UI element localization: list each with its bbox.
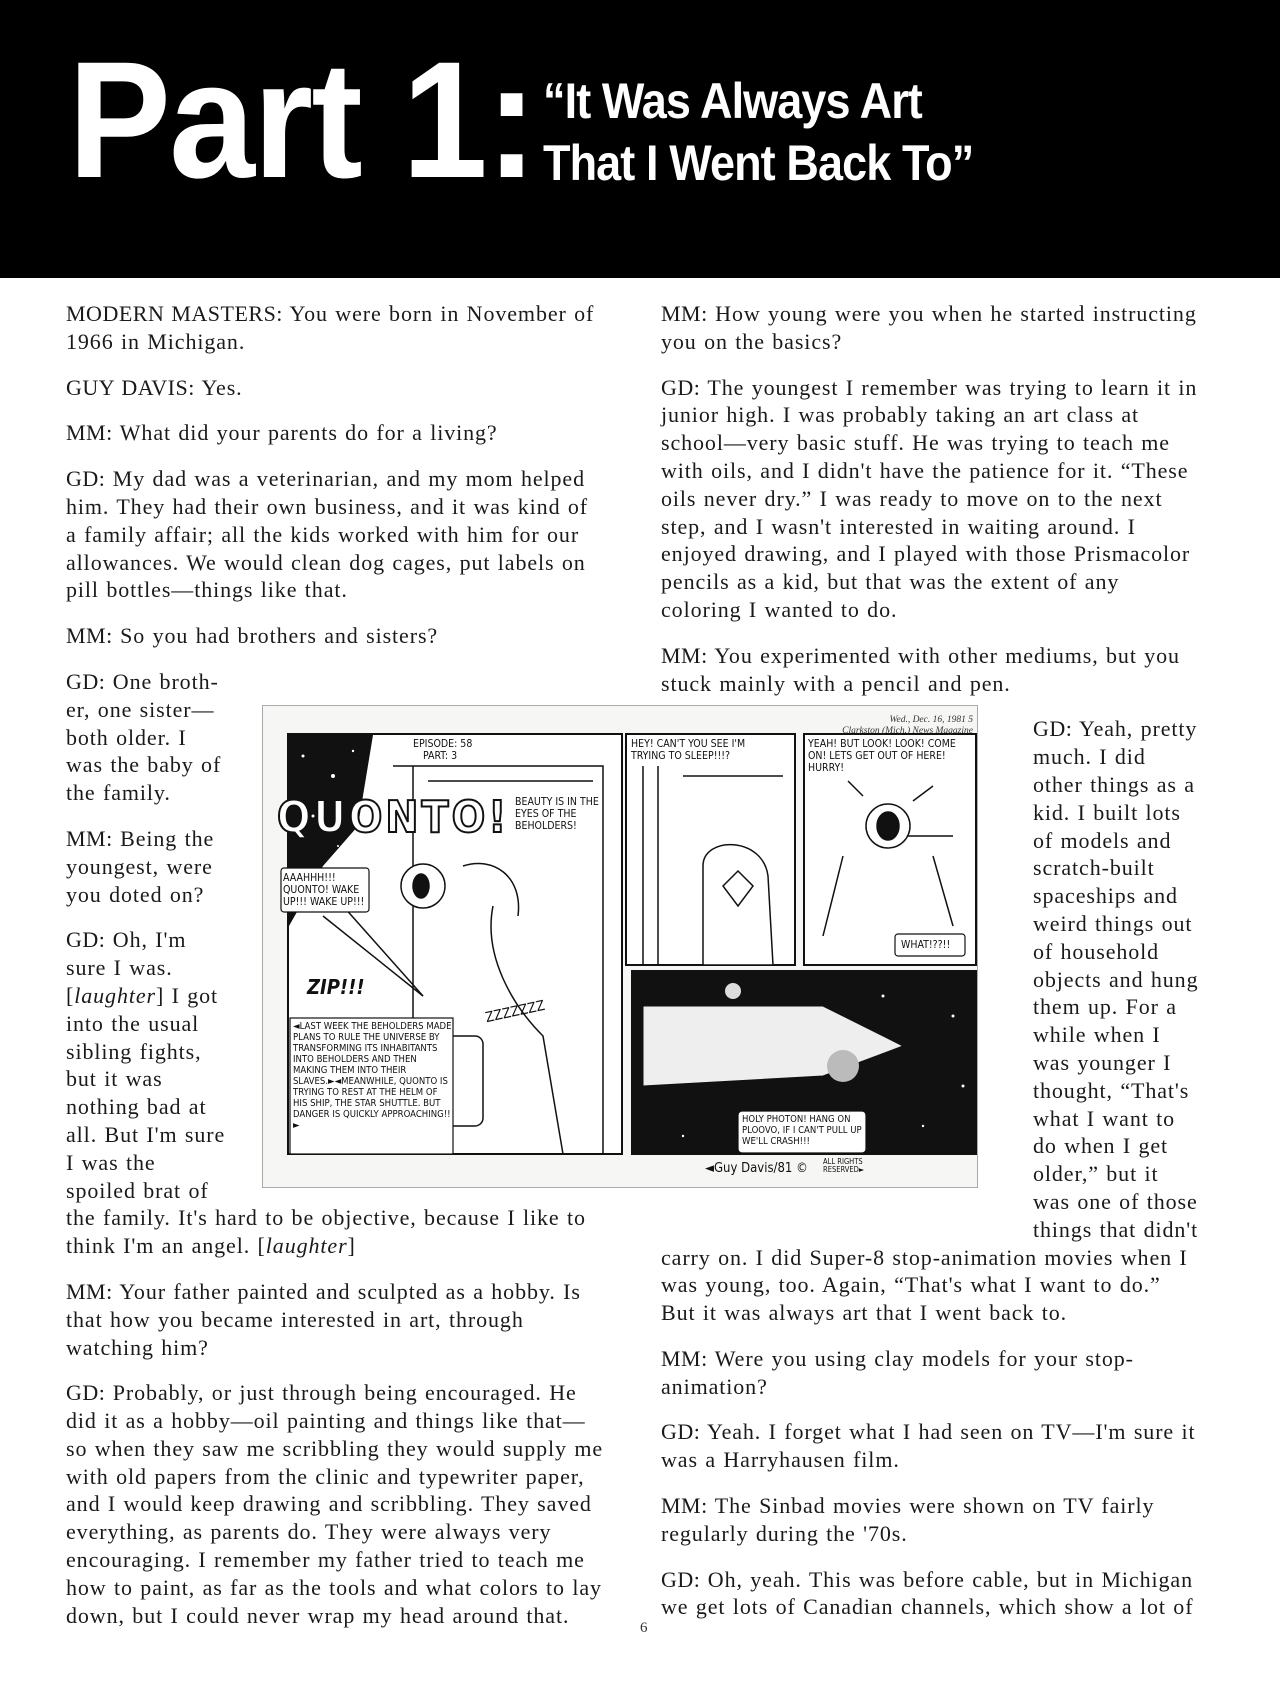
episode-label <box>413 738 472 762</box>
story-caption: ◄LAST WEEK THE BEHOLDERS MADE PLANS TO RULE THE UNIVERSE BY TRANSFORMING ITS INHABITANTS INTO BEHOLDERS AND THEN MAKING THEM INTO THEIR SLAVES.►◄MEANWHILE, QUONTO IS TRYING TO REST AT THE HELM OF HIS SHIP, THE STAR SHUTTLE. BUT DANGER IS QUICKLY APPROACHING!!► <box>293 1021 452 1131</box>
speaker-label: GD: <box>661 1566 701 1592</box>
part-label: Part 1: <box>68 28 536 213</box>
newspaper-dateline <box>823 715 973 737</box>
speaker-label: GD: <box>661 374 701 400</box>
quonto-logo: QUONTO! <box>277 792 510 843</box>
page-number: 6 <box>640 1620 648 1636</box>
paragraph-text: The Sinbad movies were shown on TV fairly regularly during the '70s. <box>661 1493 1155 1546</box>
yeah-balloon: YEAH! BUT LOOK! LOOK! COME ON! LETS GET OUT OF HERE! HURRY! <box>808 738 956 774</box>
paragraph-text: Oh, I'm sure I was. [laughter] I got into the usual sibling fights, but it was nothing bad at all. But I'm sure I was the spoiled brat of the family. It's hard to be objective, because I like to think I'm an angel. [laughter] <box>66 927 586 1259</box>
paragraph-text: Yes. <box>201 374 243 400</box>
paragraph-text: Yeah, pretty much. I did other things as a kid. I built lots of models and scratch-built spaceships and weird things out of household objects and hung them up. For a while when I was younger I thought, “That's what I want to do when I get older,” but it was one of those things that didn't carry on. I did Super-8 stop-animation movies when I was young, too. Again, “That's what I want to do.” But it was always art that I went back to. <box>661 716 1199 1326</box>
paragraph-text: Yeah. I forget what I had seen on TV—I'm sure it was a Harryhausen film. <box>661 1419 1196 1473</box>
interview-paragraph <box>661 374 1201 624</box>
rights-notice: ALL RIGHTS RESERVED► <box>823 1157 865 1174</box>
newspaper-name: Clarkston (Mich.) News Magazine <box>842 726 973 736</box>
chapter-title <box>543 70 973 194</box>
title-banner <box>0 0 1280 278</box>
paragraph-text: How young were you when he started instructing you on the basics? <box>661 301 1197 354</box>
speaker-label: GD: <box>66 1380 106 1406</box>
artist-credit: ◄Guy Davis/81 © <box>705 1161 808 1176</box>
episode-number: EPISODE: 58 <box>413 738 473 750</box>
zip-sound: ZIP!!! <box>307 975 365 999</box>
chapter-title-line-2: That I Went Back To” <box>543 135 974 191</box>
speaker-label: MM: <box>661 642 708 668</box>
interview-paragraph <box>66 419 604 447</box>
paragraph-text: My dad was a veterinarian, and my mom helped him. They had their own business, and it was kind of a family affair; all the kids worked with him for our allowances. We would clean dog cages, put labels on pill bottles—things like that. <box>66 466 589 603</box>
interview-paragraph <box>66 374 604 402</box>
paragraph-text: One brother, one sister—both older. I was the baby of the family. <box>66 668 222 806</box>
what-balloon: WHAT!??!! <box>901 939 951 951</box>
paragraph-text: What did your parents do for a living? <box>119 420 498 446</box>
interview-paragraph <box>661 1566 1201 1622</box>
holy-photon-balloon: HOLY PHOTON! HANG ON PLOOVO, IF I CAN'T PULL UP WE'LL CRASH!!! <box>742 1114 862 1147</box>
snore-sound: ZZZZZZZ <box>483 997 547 1027</box>
speaker-label: MODERN MASTERS: <box>66 301 283 326</box>
speaker-label: MM: <box>66 623 113 649</box>
speaker-label: GD: <box>1033 716 1073 742</box>
wake-balloon: AAAHHH!!! QUONTO! WAKE UP!!! WAKE UP!!! <box>283 872 365 908</box>
speaker-label: MM: <box>661 301 708 326</box>
interview-paragraph <box>66 1379 604 1629</box>
paragraph-text: Oh, yeah. This was before cable, but in Michigan we get lots of Canadian channels, which show a lot of <box>661 1566 1194 1620</box>
beauty-caption: BEAUTY IS IN THE EYES OF THE BEHOLDERS! <box>515 796 599 832</box>
speaker-label: GD: <box>66 927 106 953</box>
paragraph-text: You were born in November of 1966 in Michigan. <box>66 301 595 354</box>
paragraph-text: Probably, or just through being encouraged. He did it as a hobby—oil painting and things like that—so when they saw me scribbling they would supply me with old papers from the clinic and typewriter paper, and I would keep drawing and scribbling. They saved everything, as parents do. They were always very encouraging. I remember my father tried to teach me how to paint, as far as the tools and what colors to lay down, but I could never wrap my head around that. <box>66 1380 603 1628</box>
interview-paragraph <box>661 642 1201 698</box>
interview-paragraph <box>661 1492 1201 1548</box>
speaker-label: MM: <box>66 1278 113 1304</box>
speaker-label: MM: <box>66 420 113 446</box>
part-number: PART: 3 <box>423 750 458 762</box>
interview-paragraph <box>661 1418 1201 1474</box>
speaker-label: MM: <box>661 1345 708 1371</box>
paragraph-text: Your father painted and sculpted as a hobby. Is that how you became interested in art, through watching him? <box>66 1278 581 1360</box>
paragraph-text: The youngest I remember was trying to learn it in junior high. I was probably taking an art class at school—very basic stuff. He was trying to teach me with oils, and I didn't have the patience for it. “These oils never dry.” I was ready to move on to the next step, and I wasn't interested in waiting around. I enjoyed drawing, and I played with those Prismacolor pencils as a kid, but that was the extent of any coloring I wanted to do. <box>661 374 1198 622</box>
comic-strip-image <box>262 705 978 1188</box>
hey-balloon: HEY! CAN'T YOU SEE I'M TRYING TO SLEEP!!!? <box>631 738 746 762</box>
newspaper-date: Wed., Dec. 16, 1981 5 <box>889 715 973 725</box>
speaker-label: GD: <box>66 668 106 694</box>
interview-paragraph <box>661 300 1201 356</box>
speaker-label: GUY DAVIS: <box>66 374 195 400</box>
paragraph-text: Being the youngest, were you doted on? <box>66 825 215 907</box>
paragraph-text: You experimented with other mediums, but you stuck mainly with a pencil and pen. <box>661 642 1180 696</box>
speaker-label: GD: <box>66 466 106 492</box>
paragraph-text: Were you using clay models for your stop-animation? <box>661 1345 1134 1399</box>
speaker-label: GD: <box>661 1419 701 1445</box>
interview-paragraph <box>661 1345 1201 1401</box>
speaker-label: MM: <box>66 825 113 851</box>
interview-paragraph <box>66 300 604 356</box>
interview-paragraph <box>66 622 604 650</box>
speaker-label: MM: <box>661 1493 708 1519</box>
paragraph-text: So you had brothers and sisters? <box>120 623 439 649</box>
chapter-title-line-1: “It Was Always Art <box>543 73 922 129</box>
interview-paragraph <box>66 1278 604 1361</box>
interview-paragraph <box>66 465 604 604</box>
